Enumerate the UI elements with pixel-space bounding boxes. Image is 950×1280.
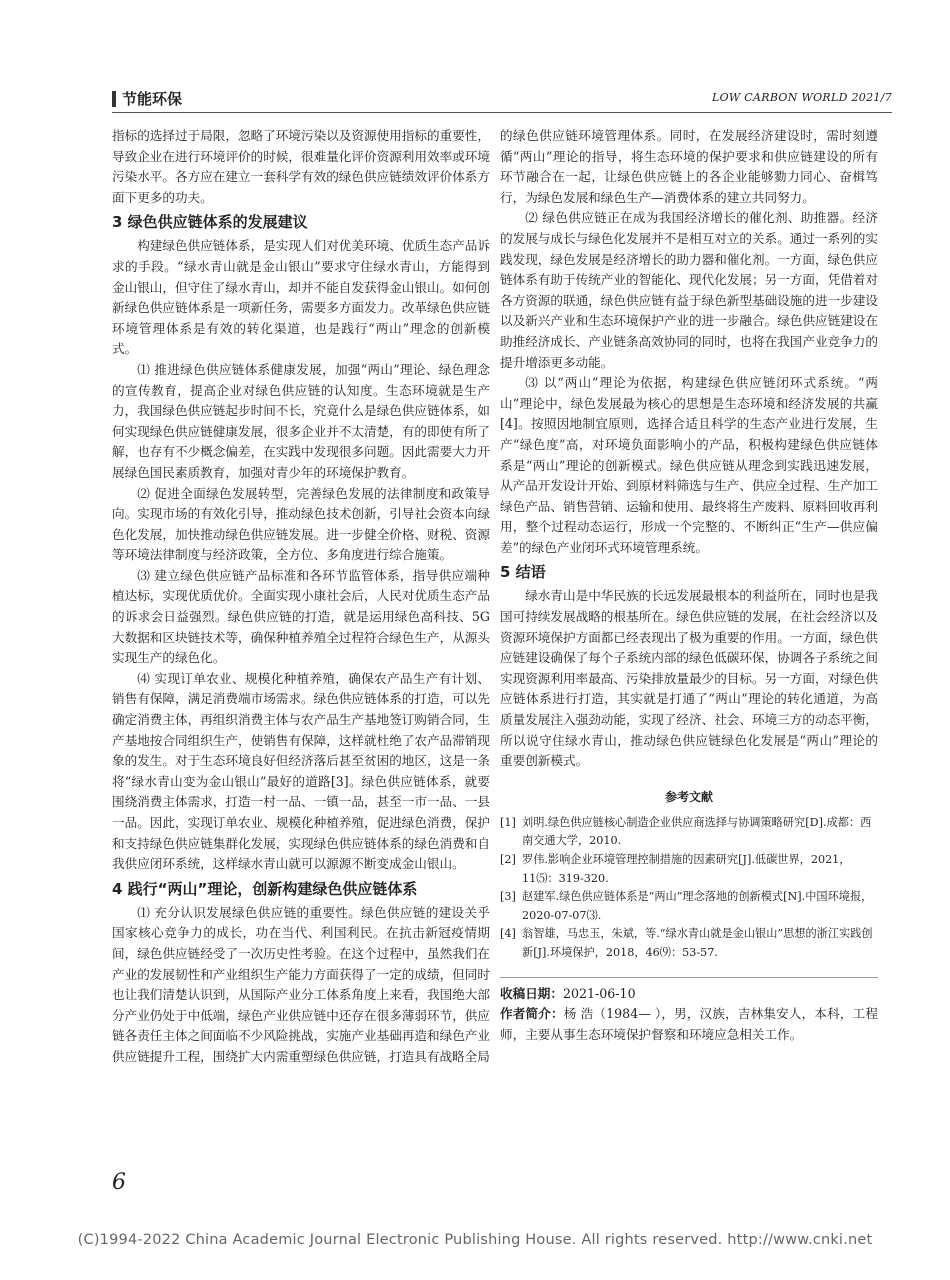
reference-number: [2] <box>500 853 516 866</box>
reference-text: 赵建军.绿色供应链体系是“两山”理念落地的创新模式[N].中国环境报，2020-07-07⑶. <box>522 890 873 922</box>
section-heading-3: 3 绿色供应链体系的发展建议 <box>112 213 308 232</box>
reference-number: [1] <box>500 815 516 829</box>
reference-number: [4] <box>500 927 516 941</box>
received-date <box>500 984 878 1005</box>
reference-item <box>500 888 878 925</box>
reference-list <box>500 814 878 963</box>
reference-text: 刘明.绿色供应链核心制造企业供应商选择与协调策略研究[D].成都：西南交通大学，2010. <box>522 815 872 848</box>
section-heading-5: 5 结语 <box>500 563 546 582</box>
paragraph: ⑵ 绿色供应链正在成为我国经济增长的催化剂、助推器。经济的发展与成长与绿色化发展并不是相互对立的关系。通过一系列的实践发现，绿色发展是经济增长的助力器和催化剂。一方面，绿色供应链体系有助于传统产业的智能化、现代化发展；另一方面，凭借着对各方资源的联通，绿色供应链有益于绿色新型基础设施的进一步建设以及新兴产业和生态环境保护产业的进一步融合。绿色供应链建设在助推经济成长、产业链条高效协同的同时，也将在我国产业竞争力的提升增添更多动能。 <box>500 210 878 370</box>
received-label: 收稿日期： <box>500 985 563 1001</box>
section-title: 节能环保 <box>122 90 183 108</box>
section-heading-4: 4 践行“两山”理论，创新构建绿色供应链体系 <box>112 879 418 898</box>
received-value: 2021-06-10 <box>562 985 636 1001</box>
author-label: 作者简介： <box>500 1006 564 1022</box>
paragraph: 绿水青山是中华民族的长远发展最根本的利益所在，同时也是我国可持续发展战略的根基所在。绿色供应链的发展，在社会经济以及资源环境保护方面都已经表现出了极为重要的作用。一方面，绿色供应链建设确保了每个子系统内部的绿色低碳环保，协调各子系统之间实现资源利用率最高、污染排放量最少的目标。另一方面，对绿色供应链体系进行打造，其实就是打通了“两山”理论的转化通道，为高质量发展注入强劲动能，实现了经济、社会、环境三方的动态平衡，所以说守住绿水青山，推动绿色供应链绿色化发展是“两山”理论的重要创新模式。 <box>500 588 878 769</box>
reference-item <box>500 814 878 851</box>
paragraph: 构建绿色供应链体系，是实现人们对优美环境、优质生态产品诉求的手段。“绿水青山就是金山银山”要求守住绿水青山，方能得到金山银山，但守住了绿水青山，却并不能自发获得金山银山。如何创新绿色供应链体系是一项新任务，需要多方面发力。改革绿色供应链环境管理体系是有效的转化渠道，也是践行“两山”理念的创新模式。 <box>112 238 490 357</box>
paragraph: 的绿色供应链环境管理体系。同时，在发展经济建设时，需时刻遵循“两山”理论的指导，将生态环境的保护要求和供应链建设的所有环节融合在一起，让绿色供应链上的各企业能够勠力同心、奋楫笃行，为绿色发展和绿色生产—消费体系的建立共同努力。 <box>500 128 878 205</box>
right-column <box>500 126 878 1045</box>
journal-title: LOW CARBON WORLD 2021/7 <box>711 91 892 104</box>
article-meta <box>500 977 878 1046</box>
author-value: 杨 浩（1984— ），男，汉族，吉林集安人，本科，工程师，主要从事生态环境保护督察和环境应急相关工作。 <box>500 1006 878 1042</box>
references-title: 参考文献 <box>664 789 713 804</box>
paragraph: ⑴ 充分认识发展绿色供应链的重要性。绿色供应链的建设关乎国家核心竞争力的成长，功在当代、利国利民。在抗击新冠疫情期间，绿色供应链经受了一次历史性考验。在这个过程中，虽然我们在产业的发展韧性和产业组织生产能力方面获得了一定的成绩，但同时也让我们清楚认识到，从国际产业分工体系角度上来看，我国绝大部分产业仍处于中低端，绿色产业供应链中还存在很多薄弱环节，供应链各责任主体之间面临不少风险挑战，实施产业基础再造和绿色产业供应链提升工程，围绕扩大内需重塑绿色供应链，打造具有战略全局 <box>112 904 490 1064</box>
header-rule <box>112 112 892 113</box>
header-marker-bar <box>112 91 116 107</box>
paragraph: ⑶ 以“两山”理论为依据，构建绿色供应链闭环式系统。“两山”理论中，绿色发展最为核心的思想是生态环境和经济发展的共赢[4]。按照因地制宜原则，选择合适且科学的生态产业进行发展，生产“绿色度”高，对环境负面影响小的产品，积极构建绿色供应链体系是“两山”理论的创新模式。绿色供应链从理念到实践迅速发展，从产品开发设计开始、到原材料筛选与生产、供应全过程、生产加工绿色产品、销售营销、运输和使用、最终将生产废料、原料回收再利用，整个过程动态运行，形成一个完整的、不断纠正“生产—供应偏差”的绿色产业闭环式环境管理系统。 <box>500 375 878 555</box>
paragraph: ⑵ 促进全面绿色发展转型，完善绿色发展的法律制度和政策导向。实现市场的有效化引导，推动绿色技术创新，引导社会资本向绿色化发展，加快推动绿色供应链发展。进一步健全价格、财税、资源等环境法律制度与经济政策，全方位、多角度进行综合施策。 <box>112 485 490 563</box>
left-column <box>112 126 490 1068</box>
reference-text: 翁智雄，马忠玉，朱斌，等.“绿水青山就是金山银山”思想的浙江实践创新[J].环境保护，2018，46⑼：53-57. <box>522 927 873 959</box>
running-header <box>112 88 892 110</box>
reference-number: [3] <box>500 890 516 904</box>
page-number: 6 <box>112 1170 126 1195</box>
paragraph: ⑴ 推进绿色供应链体系健康发展，加强“两山”理论、绿色理念的宣传教育，提高企业对绿色供应链的认知度。生态环境就是生产力，我国绿色供应链起步时间不长，究竟什么是绿色供应链体系，如何实现绿色供应链健康发展，很多企业并不太清楚，有的即使有所了解，也存有不少概念偏差，在实践中发现很多问题。因此需要大力开展绿色国民素质教育，加强对青少年的环境保护教育。 <box>112 361 490 480</box>
paragraph: ⑶ 建立绿色供应链产品标准和各环节监管体系，指导供应端种植达标，实现优质优价。全面实现小康社会后，人民对优质生态产品的诉求会日益强烈。绿色供应链的打造，就是运用绿色高科技、5G 大数据和区块链技术等，确保种植养殖全过程符合绿色生产，从源头实现生产的绿色化。 <box>112 567 490 666</box>
reference-item <box>500 925 878 962</box>
paragraph: 指标的选择过于局限，忽略了环境污染以及资源使用指标的重要性，导致企业在进行环境评价的时候，很难量化评价资源利用效率或环境污染水平。各方应在建立一套科学有效的绿色供应链绩效评价体系方面下更多的功夫。 <box>112 128 490 205</box>
reference-text: 罗伟.影响企业环境管理控制措施的因素研究[J].低碳世界，2021，11⑸：319-320. <box>522 853 851 885</box>
copyright-footer: (C)1994-2022 China Academic Journal Electronic Publishing House. All rights reserved. http://www.cnki.net <box>77 1232 873 1248</box>
author-bio <box>500 1004 878 1045</box>
reference-item <box>500 851 878 888</box>
paragraph: ⑷ 实现订单农业、规模化种植养殖，确保农产品生产有计划、销售有保障，满足消费端市场需求。绿色供应链体系的打造，可以先确定消费主体，再组织消费主体与农产品生产基地签订购销合同，生产基地按合同组织生产，使销售有保障，这样就杜绝了农产品滞销现象的发生。对于生态环境良好但经济落后甚至贫困的地区，这是一条将“绿水青山变为金山银山”最好的道路[3]。绿色供应链体系，就要围绕消费主体需求，打造一村一品、一镇一品，甚至一市一品、一县一品。因此，实现订单农业、规模化种植养殖，促进绿色消费，保护和支持绿色供应链集群化发展，实现绿色供应链体系的绿色消费和自我供应闭环系统，这样绿水青山就可以源源不断变成金山银山。 <box>112 670 490 872</box>
